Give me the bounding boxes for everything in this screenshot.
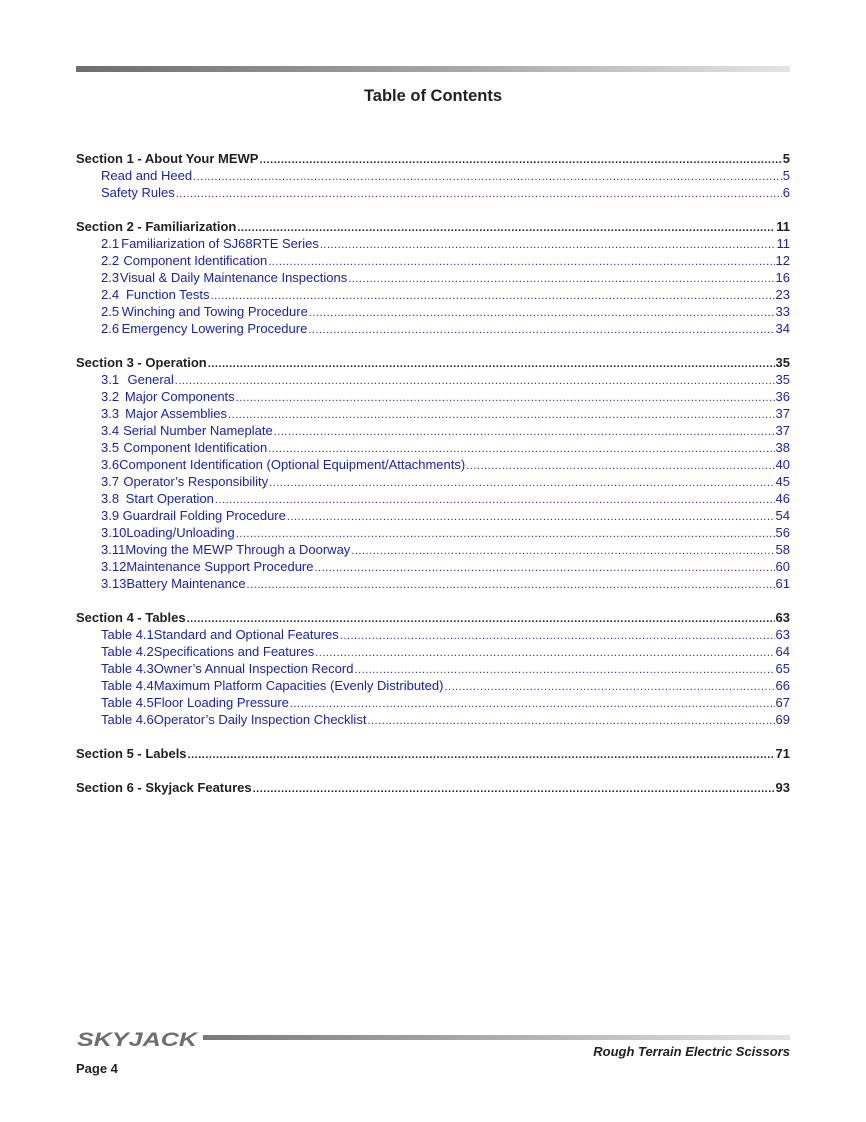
toc-page-number: 60 <box>775 559 790 574</box>
toc-leader <box>175 373 775 390</box>
toc-entry-3-7[interactable] <box>76 473 790 490</box>
toc-entry-number: 3.5 <box>101 440 120 455</box>
toc-page-number: 66 <box>775 678 790 693</box>
toc-section-2[interactable] <box>76 218 790 235</box>
toc-entry-text: Major Assemblies <box>125 406 228 421</box>
toc-entry-number: 2.2 <box>101 253 120 268</box>
toc-entry-table-4-4[interactable] <box>76 677 790 694</box>
toc-page-number: 37 <box>775 423 790 438</box>
toc-leader <box>351 543 774 560</box>
toc-section-title: Section 4 - Tables <box>76 610 186 625</box>
toc-page-number: 67 <box>775 695 790 710</box>
toc-entry-table-4-1[interactable] <box>76 626 790 643</box>
toc-leader <box>315 560 775 577</box>
toc-leader <box>274 424 775 441</box>
toc-page-number: 54 <box>775 508 790 523</box>
toc-entry-3-8[interactable] <box>76 490 790 507</box>
page-number: Page 4 <box>76 1061 118 1076</box>
toc-page-number: 37 <box>775 406 790 421</box>
toc-leader <box>315 645 774 662</box>
toc-entry-number: Table 4.3 <box>101 661 154 676</box>
toc-page-number: 58 <box>775 542 790 557</box>
toc-entry-number: 3.7 <box>101 474 120 489</box>
toc-leader <box>367 713 774 730</box>
skyjack-logo-text: SKYJACK <box>77 1030 199 1049</box>
toc-page-number: 33 <box>775 304 790 319</box>
toc-page-number: 64 <box>775 644 790 659</box>
toc-leader <box>444 679 774 696</box>
toc-leader <box>320 237 776 254</box>
toc-entry-3-6[interactable] <box>76 456 790 473</box>
toc-section-5[interactable] <box>76 745 790 762</box>
toc-section-4[interactable] <box>76 609 790 626</box>
toc-leader <box>308 322 774 339</box>
toc-page-number: 40 <box>775 457 790 472</box>
toc-entry-3-9[interactable] <box>76 507 790 524</box>
toc-page-number: 45 <box>775 474 790 489</box>
toc-section-title: Section 3 - Operation <box>76 355 207 370</box>
toc-entry-2-3[interactable] <box>76 269 790 286</box>
toc-page-number: 36 <box>775 389 790 404</box>
toc-page-number: 63 <box>775 610 790 625</box>
toc-leader <box>193 169 782 186</box>
toc-entry-number: 2.6 <box>101 321 120 336</box>
toc-page-number: 5 <box>782 168 790 183</box>
toc-entry-text: Visual & Daily Maintenance Inspections <box>119 270 348 285</box>
toc-entry-text: Winching and Towing Procedure <box>121 304 308 319</box>
toc-leader <box>348 271 774 288</box>
toc-entry-number: 2.1 <box>101 236 120 251</box>
toc-section-title: Section 5 - Labels <box>76 746 187 761</box>
toc-page-number: 38 <box>775 440 790 455</box>
toc-leader <box>287 509 775 526</box>
toc-entry-number: 2.4 <box>101 287 120 302</box>
toc-page-number: 16 <box>775 270 790 285</box>
toc-page-number: 71 <box>775 746 790 761</box>
toc-page-number: 63 <box>775 627 790 642</box>
toc-page-number: 23 <box>775 287 790 302</box>
toc-page-number: 93 <box>775 780 790 795</box>
toc-page-number: 34 <box>775 321 790 336</box>
toc-entry-number: 3.3 <box>101 406 120 421</box>
toc-entry-text: Maintenance Support Procedure <box>126 559 314 574</box>
skyjack-logo <box>76 1029 200 1049</box>
toc-entry-text: Specifications and Features <box>153 644 315 659</box>
toc-entry-table-4-6[interactable] <box>76 711 790 728</box>
toc-entry-number: 3.12 <box>101 559 127 574</box>
toc-entry-text: Floor Loading Pressure <box>153 695 289 710</box>
footer-document-name: Rough Terrain Electric Scissors <box>593 1044 790 1059</box>
toc-entry-table-4-5[interactable] <box>76 694 790 711</box>
toc-entry-number: 3.6 <box>101 457 120 472</box>
toc-page-number: 5 <box>782 151 790 166</box>
toc-entry-text: Loading/Unloading <box>126 525 235 540</box>
toc-leader <box>340 628 775 645</box>
toc-entry-text: Owner’s Annual Inspection Record <box>153 661 354 676</box>
toc-entry-table-4-2[interactable] <box>76 643 790 660</box>
toc-entry-number: Table 4.6 <box>101 712 154 727</box>
toc-leader <box>236 390 775 407</box>
toc-entry-number: Table 4.2 <box>101 644 154 659</box>
toc-entry-3-11[interactable] <box>76 541 790 558</box>
toc-page-number: 65 <box>775 661 790 676</box>
toc-entry-text: Standard and Optional Features <box>153 627 339 642</box>
toc-entry-3-5[interactable] <box>76 439 790 456</box>
toc-leader <box>247 577 775 594</box>
toc-entry-3-12[interactable] <box>76 558 790 575</box>
toc-entry-2-6[interactable] <box>76 320 790 337</box>
toc-entry-3-4[interactable] <box>76 422 790 439</box>
toc-leader <box>208 356 775 373</box>
table-of-contents <box>76 150 790 796</box>
toc-entry-text: Major Components <box>124 389 235 404</box>
toc-entry-text: Safety Rules <box>101 185 175 200</box>
toc-entry-text: Emergency Lowering Procedure <box>121 321 308 336</box>
toc-entry-text: Guardrail Folding Procedure <box>122 508 286 523</box>
toc-section-3[interactable] <box>76 354 790 371</box>
toc-entry-2-4[interactable] <box>76 286 790 303</box>
toc-entry-read-and-heed[interactable] <box>76 167 790 184</box>
toc-leader <box>215 492 775 509</box>
toc-entry-number: Table 4.5 <box>101 695 154 710</box>
toc-entry-3-1[interactable] <box>76 371 790 388</box>
toc-entry-number: 3.9 <box>101 508 120 523</box>
toc-page-number: 11 <box>776 219 790 234</box>
toc-entry-text: Serial Number Nameplate <box>123 423 273 438</box>
toc-entry-text: Operator’s Daily Inspection Checklist <box>153 712 367 727</box>
toc-entry-2-5[interactable] <box>76 303 790 320</box>
toc-entry-number: 3.2 <box>101 389 120 404</box>
toc-section-1[interactable] <box>76 150 790 167</box>
toc-leader <box>253 781 775 798</box>
toc-entry-number: 2.3 <box>101 270 120 285</box>
toc-entry-text: Moving the MEWP Through a Doorway <box>125 542 351 557</box>
toc-entry-number: 3.11 <box>101 542 126 557</box>
toc-section-6[interactable] <box>76 779 790 796</box>
toc-section-title: Section 2 - Familiarization <box>76 219 237 234</box>
toc-page-number: 61 <box>775 576 790 591</box>
toc-entry-3-10[interactable] <box>76 524 790 541</box>
toc-entry-number: Table 4.4 <box>101 678 154 693</box>
toc-entry-number: 3.8 <box>101 491 120 506</box>
toc-entry-text: Maximum Platform Capacities (Evenly Distributed) <box>153 678 444 693</box>
toc-leader <box>228 407 774 424</box>
toc-entry-text: Battery Maintenance <box>126 576 246 591</box>
toc-entry-number: 3.4 <box>101 423 120 438</box>
toc-entry-text: Component Identification (Optional Equipment/Attachments) <box>119 457 466 472</box>
toc-entry-2-1[interactable] <box>76 235 790 252</box>
toc-section-title: Section 1 - About Your MEWP <box>76 151 259 166</box>
toc-page-number: 56 <box>775 525 790 540</box>
page-title: Table of Contents <box>363 87 503 105</box>
toc-section-title: Section 6 - Skyjack Features <box>76 780 252 795</box>
toc-page-number: 46 <box>775 491 790 506</box>
toc-entry-text: Start Operation <box>125 491 214 506</box>
toc-leader <box>176 186 782 203</box>
toc-entry-table-4-3[interactable] <box>76 660 790 677</box>
toc-entry-3-3[interactable] <box>76 405 790 422</box>
toc-page-number: 6 <box>782 185 790 200</box>
toc-leader <box>259 152 781 169</box>
toc-entry-text: Read and Heed <box>101 168 193 183</box>
toc-entry-number: 2.5 <box>101 304 120 319</box>
toc-leader <box>188 747 775 764</box>
toc-entry-3-2[interactable] <box>76 388 790 405</box>
toc-page-number: 11 <box>776 236 790 251</box>
toc-entry-text: General <box>127 372 174 387</box>
toc-entry-number: 3.13 <box>101 576 127 591</box>
toc-page-number: 35 <box>775 355 790 370</box>
toc-entry-text: Component Identification <box>123 253 268 268</box>
toc-entry-3-13[interactable] <box>76 575 790 592</box>
toc-entry-number: Table 4.1 <box>101 627 154 642</box>
toc-page-number: 69 <box>775 712 790 727</box>
toc-entry-text: Component Identification <box>123 440 268 455</box>
toc-leader <box>309 305 775 322</box>
toc-page-number: 35 <box>775 372 790 387</box>
toc-entry-safety-rules[interactable] <box>76 184 790 201</box>
toc-entry-number: 3.1 <box>101 372 120 387</box>
toc-entry-number: 3.10 <box>101 525 127 540</box>
header-rule <box>76 66 790 72</box>
footer-rule <box>203 1035 790 1040</box>
toc-entry-text: Operator’s Responsibility <box>123 474 269 489</box>
toc-entry-2-2[interactable] <box>76 252 790 269</box>
toc-entry-text: Function Tests <box>125 287 210 302</box>
toc-entry-text: Familiarization of SJ68RTE Series <box>121 236 319 251</box>
toc-leader <box>466 458 774 475</box>
toc-page-number: 12 <box>775 253 790 268</box>
toc-leader <box>269 475 774 492</box>
